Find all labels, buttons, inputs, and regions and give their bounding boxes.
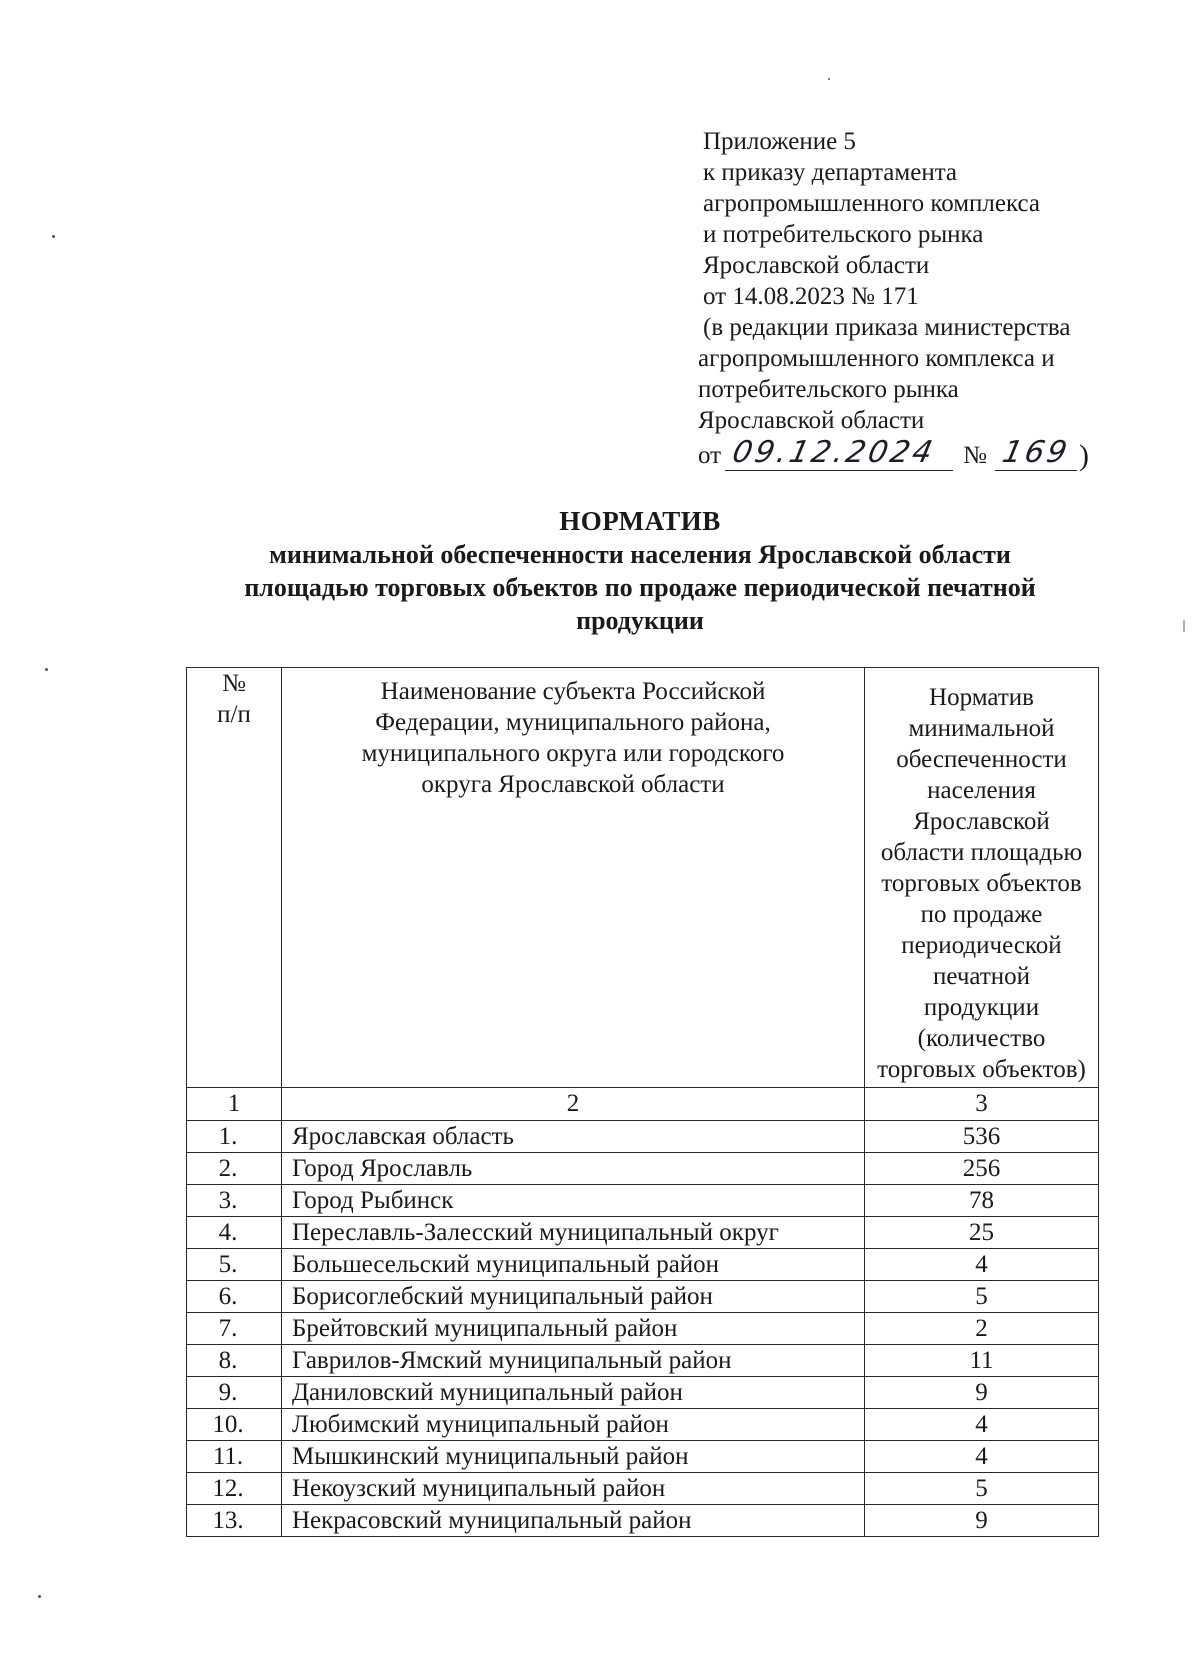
header-line: торговых объектов) [877,1056,1086,1083]
table-row [187,1281,1099,1313]
row-value: 256 [865,1153,1099,1185]
row-value: 4 [865,1409,1099,1441]
column-number: 2 [282,1088,865,1121]
row-value: 536 [865,1121,1099,1153]
header-line: округа Ярославской области [421,771,725,798]
header-line: печатной [932,963,1031,990]
row-number: 1. [187,1121,282,1153]
row-name: Большесельский муниципальный район [282,1249,865,1281]
row-name: Некоузский муниципальный район [282,1473,865,1505]
closing-paren: ) [1078,439,1089,472]
title-line: продукции [576,606,704,635]
row-name: Город Рыбинск [282,1185,865,1217]
scan-speck [45,668,48,671]
table-row [187,1153,1099,1185]
header-number [187,668,282,1088]
table-row [187,1217,1099,1249]
row-name: Переславль-Залесский муниципальный округ [282,1217,865,1249]
handwritten-date: 09.12.2024 [729,435,939,470]
table-row [187,1441,1099,1473]
table-row [187,1249,1099,1281]
appendix-line: агропромышленного комплекса [703,190,1041,217]
row-name: Гаврилов-Ямский муниципальный район [282,1345,865,1377]
header-norm [865,668,1099,1088]
row-number: 2. [187,1153,282,1185]
column-number: 1 [187,1088,282,1121]
header-line: по продаже [920,901,1043,928]
header-line: п/п [217,701,251,728]
handwritten-number: 169 [999,435,1073,470]
scan-speck [1183,620,1185,632]
appendix-line: к приказу департамента [703,159,958,186]
header-line: продукции [923,994,1040,1021]
norm-table [186,667,1099,1537]
amendment-date-line [698,435,1183,474]
number-field [995,435,1077,471]
row-name: Город Ярославль [282,1153,865,1185]
date-field [725,435,953,471]
row-number: 13. [187,1505,282,1537]
appendix-line: Ярославской области [698,407,925,434]
row-number: 4. [187,1217,282,1249]
number-label: № [963,442,987,469]
row-value: 2 [865,1313,1099,1345]
header-line: обеспеченности [896,746,1067,773]
row-number: 3. [187,1185,282,1217]
row-value: 78 [865,1185,1099,1217]
header-line: № [222,670,246,697]
appendix-line: Ярославской области [703,252,930,279]
header-name [282,668,865,1088]
table-header-row [187,668,1099,1088]
table-row [187,1377,1099,1409]
table-row [187,1505,1099,1537]
table-row [187,1473,1099,1505]
row-name: Даниловский муниципальный район [282,1377,865,1409]
scan-speck [52,235,55,238]
header-line: муниципального округа или городского [361,740,785,767]
row-number: 7. [187,1313,282,1345]
header-line: Федерации, муниципального района, [375,709,771,736]
header-line: Наименование субъекта Российской [380,678,766,705]
table-row [187,1345,1099,1377]
appendix-block [698,126,1183,474]
column-number: 3 [865,1088,1099,1121]
norm-table-wrapper [186,667,1098,1537]
table-row [187,1313,1099,1345]
appendix-line: агропромышленного комплекса и [698,345,1055,372]
row-number: 8. [187,1345,282,1377]
row-name: Некрасовский муниципальный район [282,1505,865,1537]
row-number: 6. [187,1281,282,1313]
table-row [187,1185,1099,1217]
header-line: минимальной [908,715,1055,742]
appendix-line: Приложение 5 [703,128,856,155]
row-value: 11 [865,1345,1099,1377]
row-name: Ярославская область [282,1121,865,1153]
row-value: 5 [865,1281,1099,1313]
appendix-line: от 14.08.2023 № 171 [703,283,919,310]
header-line: Ярославской [913,808,1050,835]
scan-speck [828,78,830,80]
title-line: минимальной обеспеченности населения Ярославской области [269,540,1011,569]
row-number: 12. [187,1473,282,1505]
row-number: 11. [187,1441,282,1473]
row-name: Любимский муниципальный район [282,1409,865,1441]
header-line: Норматив [929,684,1034,711]
row-value: 5 [865,1473,1099,1505]
title-main: НОРМАТИВ [559,506,721,536]
table-row [187,1121,1099,1153]
header-line: населения [927,777,1036,804]
row-value: 4 [865,1249,1099,1281]
title-line: площадью торговых объектов по продаже периодической печатной [244,573,1036,602]
row-value: 4 [865,1441,1099,1473]
row-number: 10. [187,1409,282,1441]
row-name: Брейтовский муниципальный район [282,1313,865,1345]
row-number: 9. [187,1377,282,1409]
header-line: периодической [901,932,1062,959]
from-label: от [698,442,722,469]
table-body [187,1121,1099,1537]
header-line: (количество [917,1025,1046,1052]
header-line: торговых объектов [881,870,1082,897]
appendix-line: (в редакции приказа министерства [703,314,1071,341]
document-title [190,505,1090,637]
row-value: 9 [865,1505,1099,1537]
column-number-row [187,1088,1099,1121]
row-value: 25 [865,1217,1099,1249]
appendix-line: потребительского рынка [698,376,959,403]
row-number: 5. [187,1249,282,1281]
header-line: области площадью [880,839,1083,866]
row-name: Мышкинский муниципальный район [282,1441,865,1473]
appendix-line: и потребительского рынка [703,221,984,248]
scan-speck [38,1595,41,1598]
row-name: Борисоглебский муниципальный район [282,1281,865,1313]
row-value: 9 [865,1377,1099,1409]
table-row [187,1409,1099,1441]
